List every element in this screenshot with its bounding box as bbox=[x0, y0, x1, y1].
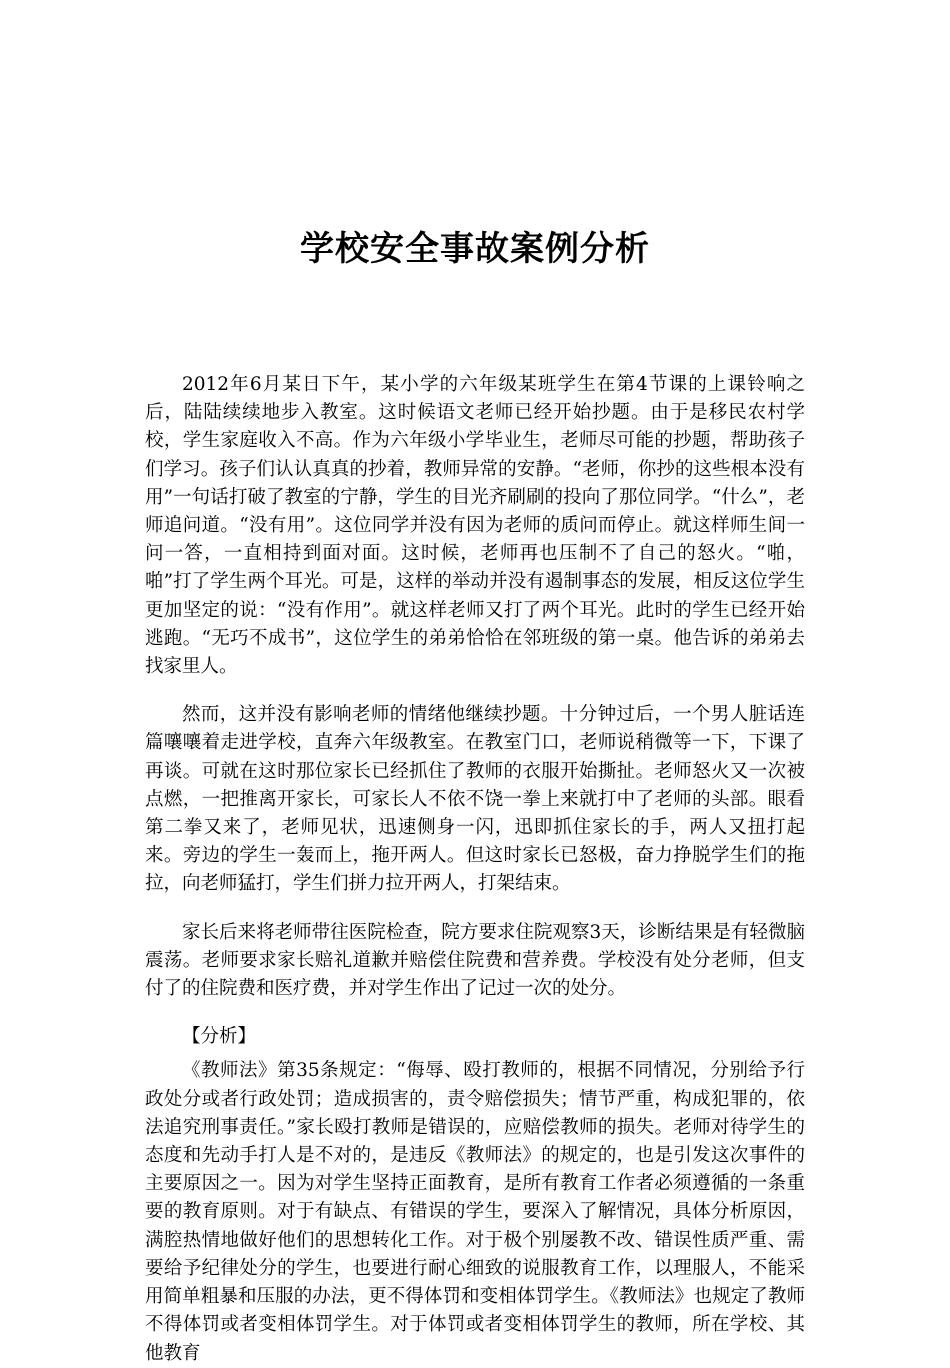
paragraph-parent-fight: 然而，这并没有影响老师的情绪他继续抄题。十分钟过后，一个男人脏话连篇嚷嚷着走进学校，直奔六年级教室。在教室门口，老师说稍微等一下，下课了再谈。可就在这时那位家长已经抓住了教师的衣服开始撕扯。老师怒火又一次被点燃，一把推离开家长，可家长人不依不饶一拳上来就打中了老师的头部。眼看第二拳又来了，老师见状，迅速侧身一闪，迅即抓住家长的手，两人又扭打起来。旁边的学生一轰而上，拖开两人。但这时家长已怒极，奋力挣脱学生们的拖拉，向老师猛打，学生们拼力拉开两人，打架结束。 bbox=[145, 704, 805, 895]
document-title: 学校安全事故案例分析 bbox=[300, 229, 650, 269]
analysis-paragraph: 《教师法》第35条规定：“侮辱、殴打教师的，根据不同情况，分别给予行政处分或者行政处罚；造成损害的，责令赔偿损失；情节严重，构成犯罪的，依法追究刑事责任。”家长殴打教师是错误的，应赔偿教师的损失。老师对待学生的态度和先动手打人是不对的，是违反《教师法》的规定的，也是引发这次事件的主要原因之一。因为对学生坚持正面教育，是所有教育工作者必须遵循的一条重要的教育原则。对于有缺点、有错误的学生，要深入了解情况，具体分析原因，满腔热情地做好他们的思想转化工作。对于极个别屡教不改、错误性质严重、需要给予纪律处分的学生，也要进行耐心细致的说服教育工作，以理服人，不能采用简单粗暴和压服的办法，更不得体罚和变相体罚学生。《教师法》也规定了教师不得体罚或者变相体罚学生。对于体罚或者变相体罚学生的教师，所在学校、其他教育 bbox=[145, 1060, 805, 1364]
document-body bbox=[145, 371, 805, 1368]
analysis-heading: 【分析】 bbox=[182, 1026, 257, 1048]
paragraph-incident: 2012年6月某日下午，某小学的六年级某班学生在第4节课的上课铃响之后，陆陆续续地步入教室。这时候语文老师已经开始抄题。由于是移民农村学校，学生家庭收入不高。作为六年级小学毕业生，老师尽可能的抄题，帮助孩子们学习。孩子们认认真真的抄着，教师异常的安静。“老师，你抄的这些根本没有用”一句话打破了教室的宁静，学生的目光齐刷刷的投向了那位同学。“什么”，老师追问道。“没有用”。这位同学并没有因为老师的质问而停止。就这样师生间一问一答，一直相持到面对面。这时候，老师再也压制不了自己的怒火。“啪，啪”打了学生两个耳光。可是，这样的举动并没有遏制事态的发展，相反这位学生更加坚定的说：“没有作用”。就这样老师又打了两个耳光。此时的学生已经开始逃跑。“无巧不成书”，这位学生的弟弟恰恰在邻班级的第一桌。他告诉的弟弟去找家里人。 bbox=[145, 374, 805, 678]
paragraph-outcome: 家长后来将老师带往医院检查，院方要求住院观察3天，诊断结果是有轻微脑震荡。老师要求家长赔礼道歉并赔偿住院费和营养费。学校没有处分老师，但支付了的住院费和医疗费，并对学生作出了记过一次的处分。 bbox=[145, 921, 805, 1000]
